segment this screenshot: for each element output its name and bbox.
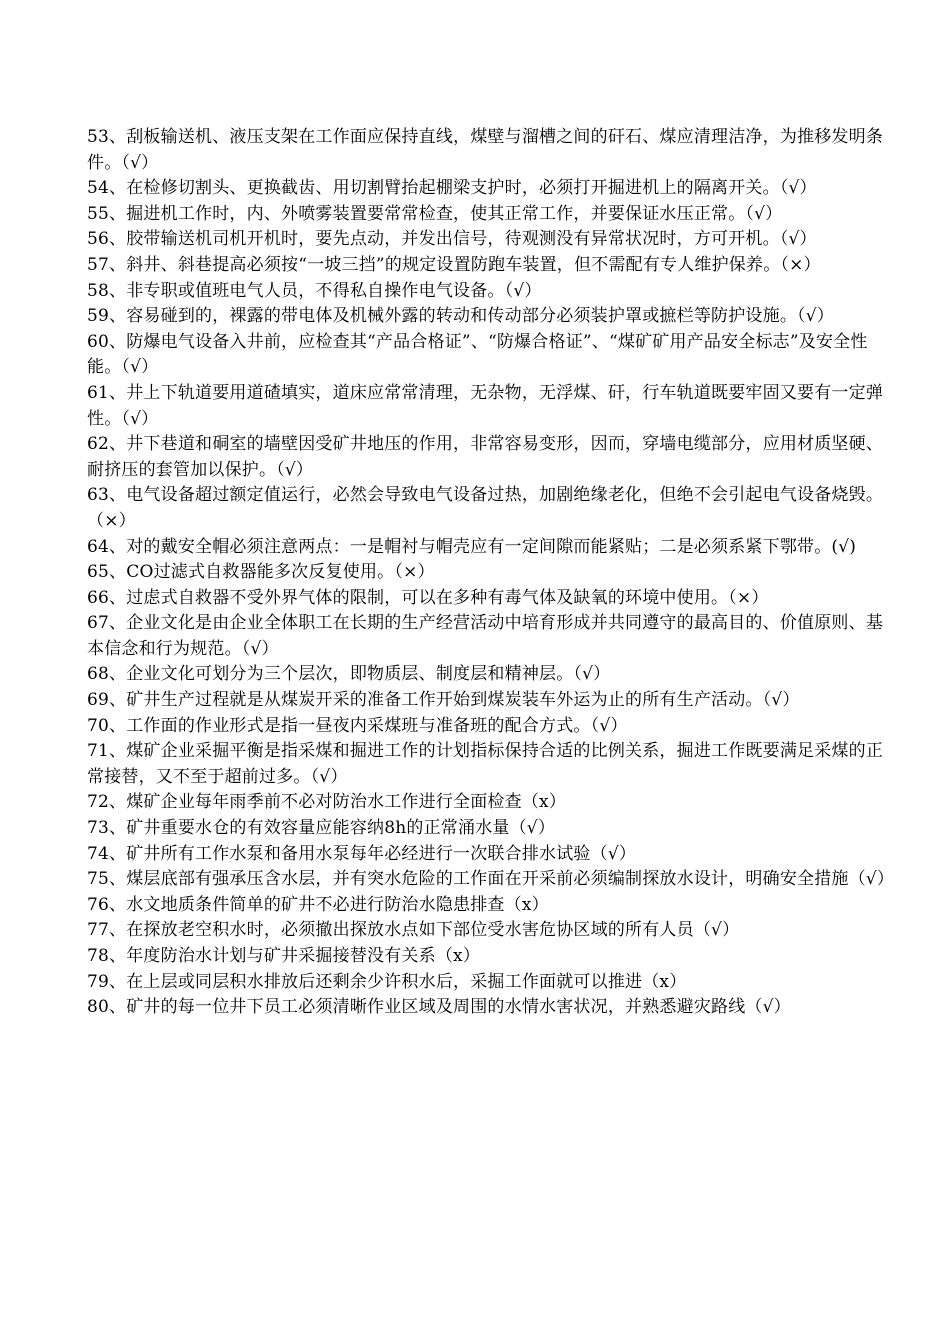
- question-58: 58、非专职或值班电气人员，不得私自操作电气设备。（√）: [87, 280, 542, 301]
- question-70: 70、工作面的作业形式是指一昼夜内采煤班与准备班的配合方式。（√）: [87, 715, 628, 736]
- question-74: 74、矿井所有工作水泵和备用水泵每年必经进行一次联合排水试验（√）: [87, 843, 637, 864]
- question-67: 67、企业文化是由企业全体职工在长期的生产经营活动中培育形成并共同遵守的最高目的、价值原则、基本信念和行为规范。（√）: [87, 613, 884, 659]
- question-78: 78、年度防治水计划与矿井采掘接替没有关系（x）: [87, 946, 481, 966]
- document-body: [87, 125, 895, 1021]
- question-80: 80、矿井的每一位井下员工必须清晰作业区域及周围的水情水害状况，并熟悉避灾路线（√）: [87, 997, 791, 1018]
- question-60: 60、防爆电气设备入井前，应检查其“产品合格证”、“防爆合格证”、“煤矿矿用产品安全标志”及安全性能。（√）: [87, 331, 868, 378]
- question-59: 59、容易碰到的，裸露的带电体及机械外露的转动和传动部分必须装护罩或摭栏等防护设施。（√）: [87, 306, 834, 327]
- question-71: 71、煤矿企业采掘平衡是指采煤和掘进工作的计划指标保持合适的比例关系，掘进工作既要满足采煤的正常接替，又不至于超前过多。（√）: [87, 741, 884, 787]
- question-77: 77、在探放老空积水时，必须撤出探放水点如下部位受水害危协区域的所有人员（√）: [87, 920, 740, 941]
- question-72: 72、煤矿企业每年雨季前不必对防治水工作进行全面检查（x）: [87, 792, 567, 813]
- question-55: 55、掘进机工作时，内、外喷雾装置要常常检查，使其正常工作，并要保证水压正常。（√）: [87, 203, 783, 224]
- question-66: 66、过虑式自救器不受外界气体的限制，可以在多种有毒气体及缺氧的环境中使用。（×）: [87, 587, 769, 608]
- question-64: 64、对的戴安全帽必须注意两点：一是帽衬与帽壳应有一定间隙而能紧贴；二是必须系紧下鄂带。(√): [87, 536, 857, 557]
- question-75: 75、煤层底部有强承压含水层，并有突水危险的工作面在开采前必须编制探放水设计，明确安全措施（√）: [87, 869, 895, 890]
- question-53: 53、刮板输送机、液压支架在工作面应保持直线，煤壁与溜槽之间的矸石、煤应清理洁净，为推移发明条件。（√）: [87, 127, 884, 173]
- question-76: 76、水文地质条件简单的矿井不必进行防治水隐患排查（x）: [87, 894, 549, 915]
- question-65: 65、CO过滤式自救器能多次反复使用。（×）: [87, 562, 435, 583]
- question-61: 61、井上下轨道要用道碴填实，道床应常常清理，无杂物，无浮煤、矸，行车轨道既要牢固又要有一定弹性。（√）: [87, 382, 884, 429]
- question-63: 63、电气设备超过额定值运行，必然会导致电气设备过热，加剧绝缘老化，但绝不会引起电气设备烧毁。（×）: [87, 485, 884, 531]
- question-69: 69、矿井生产过程就是从煤炭开采的准备工作开始到煤炭装车外运为止的所有生产活动。（√）: [87, 690, 800, 711]
- question-73: 73、矿井重要水仓的有效容量应能容纳8h的正常涌水量（√）: [87, 818, 556, 839]
- question-79: 79、在上层或同层积水排放后还剩余少许积水后，采掘工作面就可以推进（x）: [87, 971, 687, 992]
- question-54: 54、在检修切割头、更换截齿、用切割臂抬起棚梁支护时，必须打开掘进机上的隔离开关。（√）: [87, 178, 817, 199]
- question-56: 56、胶带输送机司机开机时，要先点动，并发出信号，待观测没有异常状况时，方可开机。（√）: [87, 229, 817, 250]
- question-68: 68、企业文化可划分为三个层次，即物质层、制度层和精神层。（√）: [87, 664, 611, 685]
- question-62: 62、井下巷道和硐室的墙壁因受矿井地压的作用，非常容易变形，因而，穿墙电缆部分，应用材质坚硬、耐挤压的套管加以保护。（√）: [87, 434, 884, 480]
- question-57: 57、斜井、斜巷提高必须按“一坡三挡”的规定设置防跑车装置，但不需配有专人维护保养。（×）: [87, 254, 821, 275]
